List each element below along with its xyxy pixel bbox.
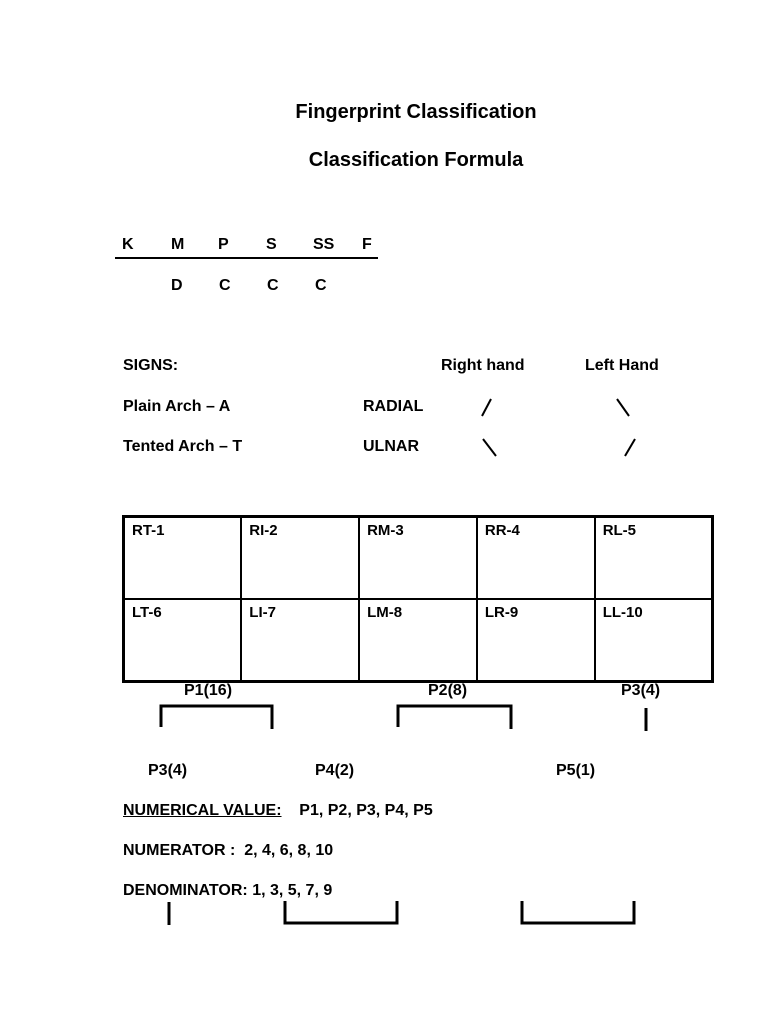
formula-key-k: K [122,236,134,253]
formula-denominator-c3: C [315,277,327,294]
radial-label: RADIAL [363,398,424,415]
formula-secondary-s: S [266,236,277,253]
denominator-label: DENOMINATOR: [123,882,248,899]
finger-grid [122,515,714,683]
page-title: Fingerprint Classification [295,101,537,123]
pair-label-p3-top: P3(4) [621,682,661,699]
pair-label-p5: P5(1) [556,762,596,779]
numerical-value-line [123,802,433,820]
bracket-p1 [161,706,272,729]
pair-label-p2: P2(8) [428,682,468,699]
cell-rt-1: RT-1 [124,517,242,600]
cell-rm-3: RM-3 [359,517,477,600]
pair-label-p4: P4(2) [315,762,355,779]
formula-denominator-c2: C [267,277,279,294]
cell-lm-8: LM-8 [359,599,477,682]
bracket-p5 [522,901,634,923]
cell-rr-4: RR-4 [477,517,595,600]
denominator-line [123,882,332,900]
left-hand-label: Left Hand [585,357,659,374]
cell-ri-2: RI-2 [241,517,359,600]
numerical-value-label: NUMERICAL VALUE: [123,802,282,819]
formula-denominator-c1: C [219,277,231,294]
radial-right-slash [482,399,491,416]
page-subtitle: Classification Formula [308,149,524,171]
grid-row-right-hand [124,517,713,600]
cell-li-7: LI-7 [241,599,359,682]
numerator-line [123,842,333,860]
formula-major-m: M [171,236,185,253]
numerator-value: 2, 4, 6, 8, 10 [244,842,334,859]
formula-subsecondary-ss: SS [313,236,335,253]
formula-final-f: F [362,236,372,253]
signs-heading: SIGNS: [123,357,179,374]
cell-ll-10: LL-10 [595,599,713,682]
formula-primary-p: P [218,236,229,253]
cell-rl-5: RL-5 [595,517,713,600]
bracket-p4 [285,901,397,923]
plain-arch-label: Plain Arch – A [123,398,231,415]
radial-left-slash [617,399,629,416]
formula-denominator-d: D [171,277,183,294]
ulnar-left-slash [625,439,635,456]
denominator-value: 1, 3, 5, 7, 9 [252,882,333,899]
tented-arch-label: Tented Arch – T [123,438,243,455]
ulnar-right-slash [483,439,496,456]
ulnar-label: ULNAR [363,438,419,455]
grid-row-left-hand [124,599,713,682]
numerical-value-text: P1, P2, P3, P4, P5 [299,802,433,819]
pair-label-p3-bottom: P3(4) [148,762,188,779]
cell-lt-6: LT-6 [124,599,242,682]
right-hand-label: Right hand [441,357,525,374]
bracket-p2 [398,706,511,729]
cell-lr-9: LR-9 [477,599,595,682]
numerator-label: NUMERATOR : [123,842,236,859]
pair-label-p1: P1(16) [184,682,233,699]
